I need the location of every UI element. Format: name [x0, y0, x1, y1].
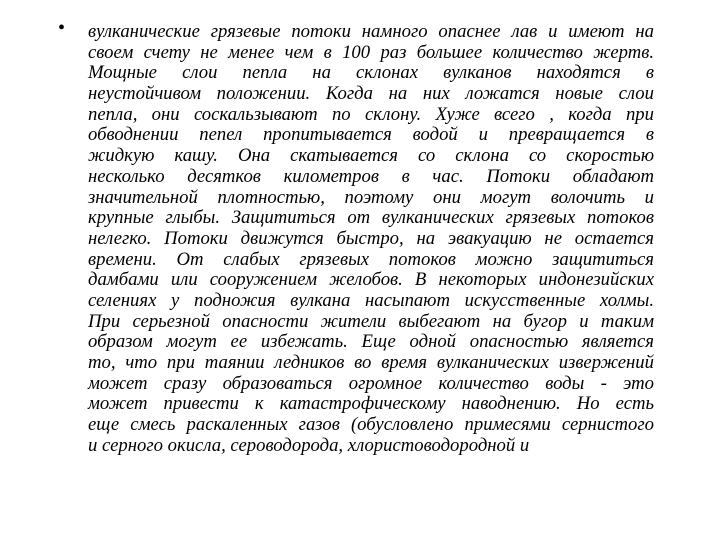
paragraph-line: пепла, они соскальзывают по склону. Хуже всего , когда при: [88, 103, 654, 125]
paragraph-line: дамбами или сооружением желобов. В некоторых индонезийских: [88, 269, 654, 291]
paragraph-line: может сразу образоваться огромное количество воды - это: [88, 372, 654, 394]
paragraph-line: несколько десятков километров в час. Потоки обладают: [88, 165, 654, 187]
paragraph-line: значительной плотностью, поэтому они могут волочить и: [88, 186, 654, 208]
paragraph-line: то, что при таянии ледников во время вулканических извержений: [88, 352, 654, 373]
paragraph-line: еще смесь раскаленных газов (обусловлено примесями сернистого: [88, 414, 654, 436]
paragraph-line: своем счету не менее чем в 100 раз большее количество жертв.: [88, 41, 654, 63]
paragraph-line: нелегко. Потоки движутся быстро, на эвакуацию не остается: [88, 227, 654, 249]
paragraph-line: При серьезной опасности жители выбегают на бугор и таким: [88, 310, 654, 332]
paragraph-line: Мощные слои пепла на склонах вулканов находятся в: [88, 62, 654, 84]
paragraph-line: может привести к катастрофическому наводнению. Но есть: [88, 393, 654, 415]
paragraph-line: времени. От слабых грязевых потоков можно защититься: [88, 248, 654, 270]
paragraph-line: и серного окисла, сероводорода, хлористоводородной и: [88, 434, 530, 456]
paragraph-line: селениях у подножия вулкана насыпают искусственные холмы.: [88, 289, 654, 311]
paragraph-line: обводнении пепел пропитывается водой и превращается в: [88, 124, 654, 146]
body-paragraph: [88, 22, 654, 456]
paragraph-line: крупные глыбы. Защититься от вулканических грязевых потоков: [88, 207, 654, 229]
paragraph-line: жидкую кашу. Она скатывается со склона со скоростью: [88, 145, 654, 167]
paragraph-line: образом могут ее избежать. Еще одной опасностью является: [88, 331, 654, 353]
bullet-point: •: [58, 17, 66, 39]
paragraph-line: неустойчивом положении. Когда на них ложатся новые слои: [88, 83, 654, 105]
paragraph-line: вулканические грязевые потоки намного опаснее лав и имеют на: [88, 21, 654, 42]
